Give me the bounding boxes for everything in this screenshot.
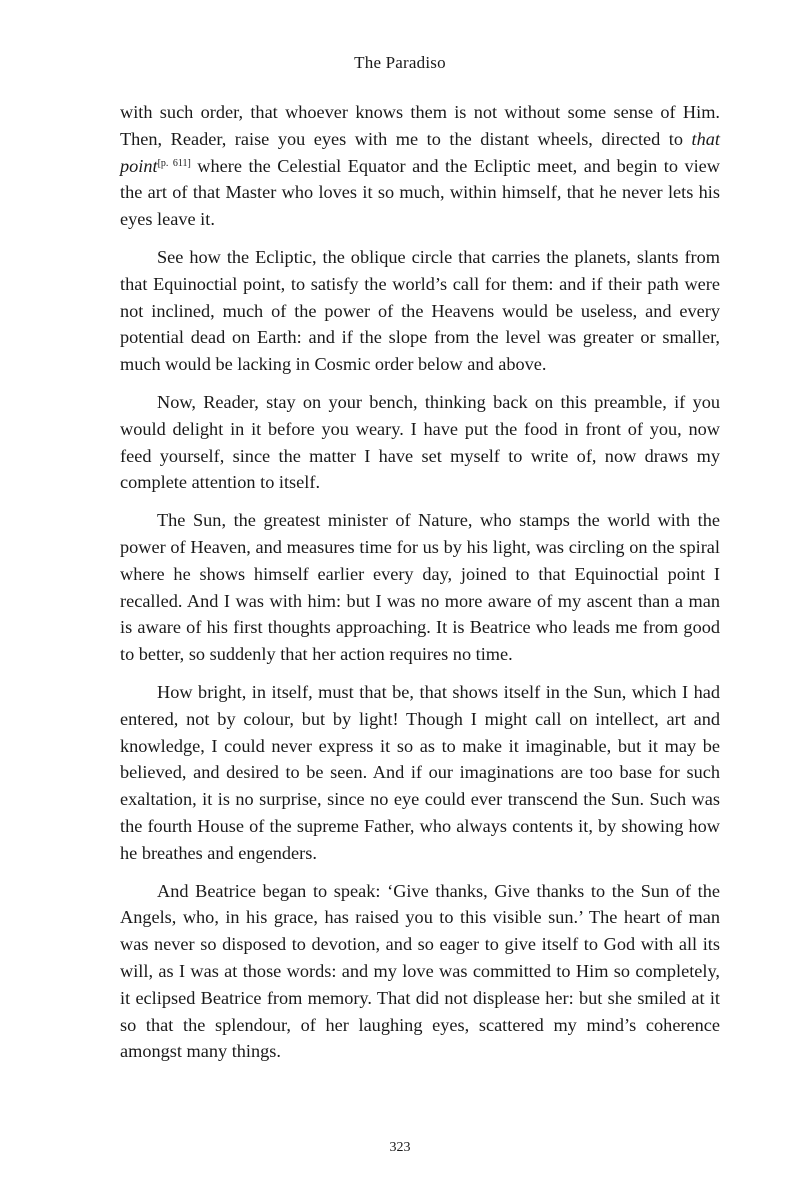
paragraph-6: And Beatrice began to speak: ‘Give thanks, Give thanks to the Sun of the Angels, who, in his grace, has raised you to this visible sun.’ The heart of man was never so disposed to devotion, and so eager to give itself to God with all its will, as I was at those words: and my love was committed to Him so completely, it eclipsed Beatrice from memory. That did not displease her: but she smiled at it so that the splendour, of her laughing eyes, scattered my mind’s coherence amongst many things. xyxy=(120,880,720,1062)
emphasized-phrase: that point xyxy=(120,128,720,176)
paragraph-1-text-after: where the Celestial Equator and the Ecliptic meet, and begin to view the art of that Master who loves it so much, within himself, that he never lets his eyes leave it. xyxy=(120,155,720,230)
paragraph-1-text-before: with such order, that whoever knows them is not without some sense of Him. Then, Reader, raise you eyes with me to the distant wheels, directed to xyxy=(120,102,720,149)
page-reference-marker: [p. 611] xyxy=(157,157,191,169)
page-number: 323 xyxy=(389,1140,411,1155)
text-body xyxy=(120,99,720,1076)
paragraph-2: See how the Ecliptic, the oblique circle that carries the planets, slants from that Equinoctial point, to satisfy the world’s call for them: and if their path were not inclined, much of the power of the Heavens would be useless, and every potential dead on Earth: and if the slope from the level was greater or smaller, much would be lacking in Cosmic order below and above. xyxy=(120,246,720,375)
running-header: The Paradiso xyxy=(354,53,446,72)
paragraph-5: How bright, in itself, must that be, that shows itself in the Sun, which I had entered, not by colour, but by light! Though I might call on intellect, art and knowledge, I could never express it so as to make it imaginable, but it may be believed, and desired to be seen. And if our imaginations are too base for such exaltation, it is no surprise, since no eye could ever transcend the Sun. Such was the fourth House of the supreme Father, who always contents it, by showing how he breathes and engenders. xyxy=(120,681,720,863)
paragraph-1 xyxy=(120,99,720,233)
paragraph-3: Now, Reader, stay on your bench, thinking back on this preamble, if you would delight in it before you weary. I have put the food in front of you, now feed yourself, since the matter I have set myself to write of, now draws my complete attention to itself. xyxy=(120,391,720,493)
paragraph-4: The Sun, the greatest minister of Nature, who stamps the world with the power of Heaven, and measures time for us by his light, was circling on the spiral where he shows himself earlier every day, joined to that Equinoctial point I recalled. And I was with him: but I was no more aware of my ascent than a man is aware of his first thoughts approaching. It is Beatrice who leads me from good to better, so suddenly that her action requires no time. xyxy=(120,510,720,665)
